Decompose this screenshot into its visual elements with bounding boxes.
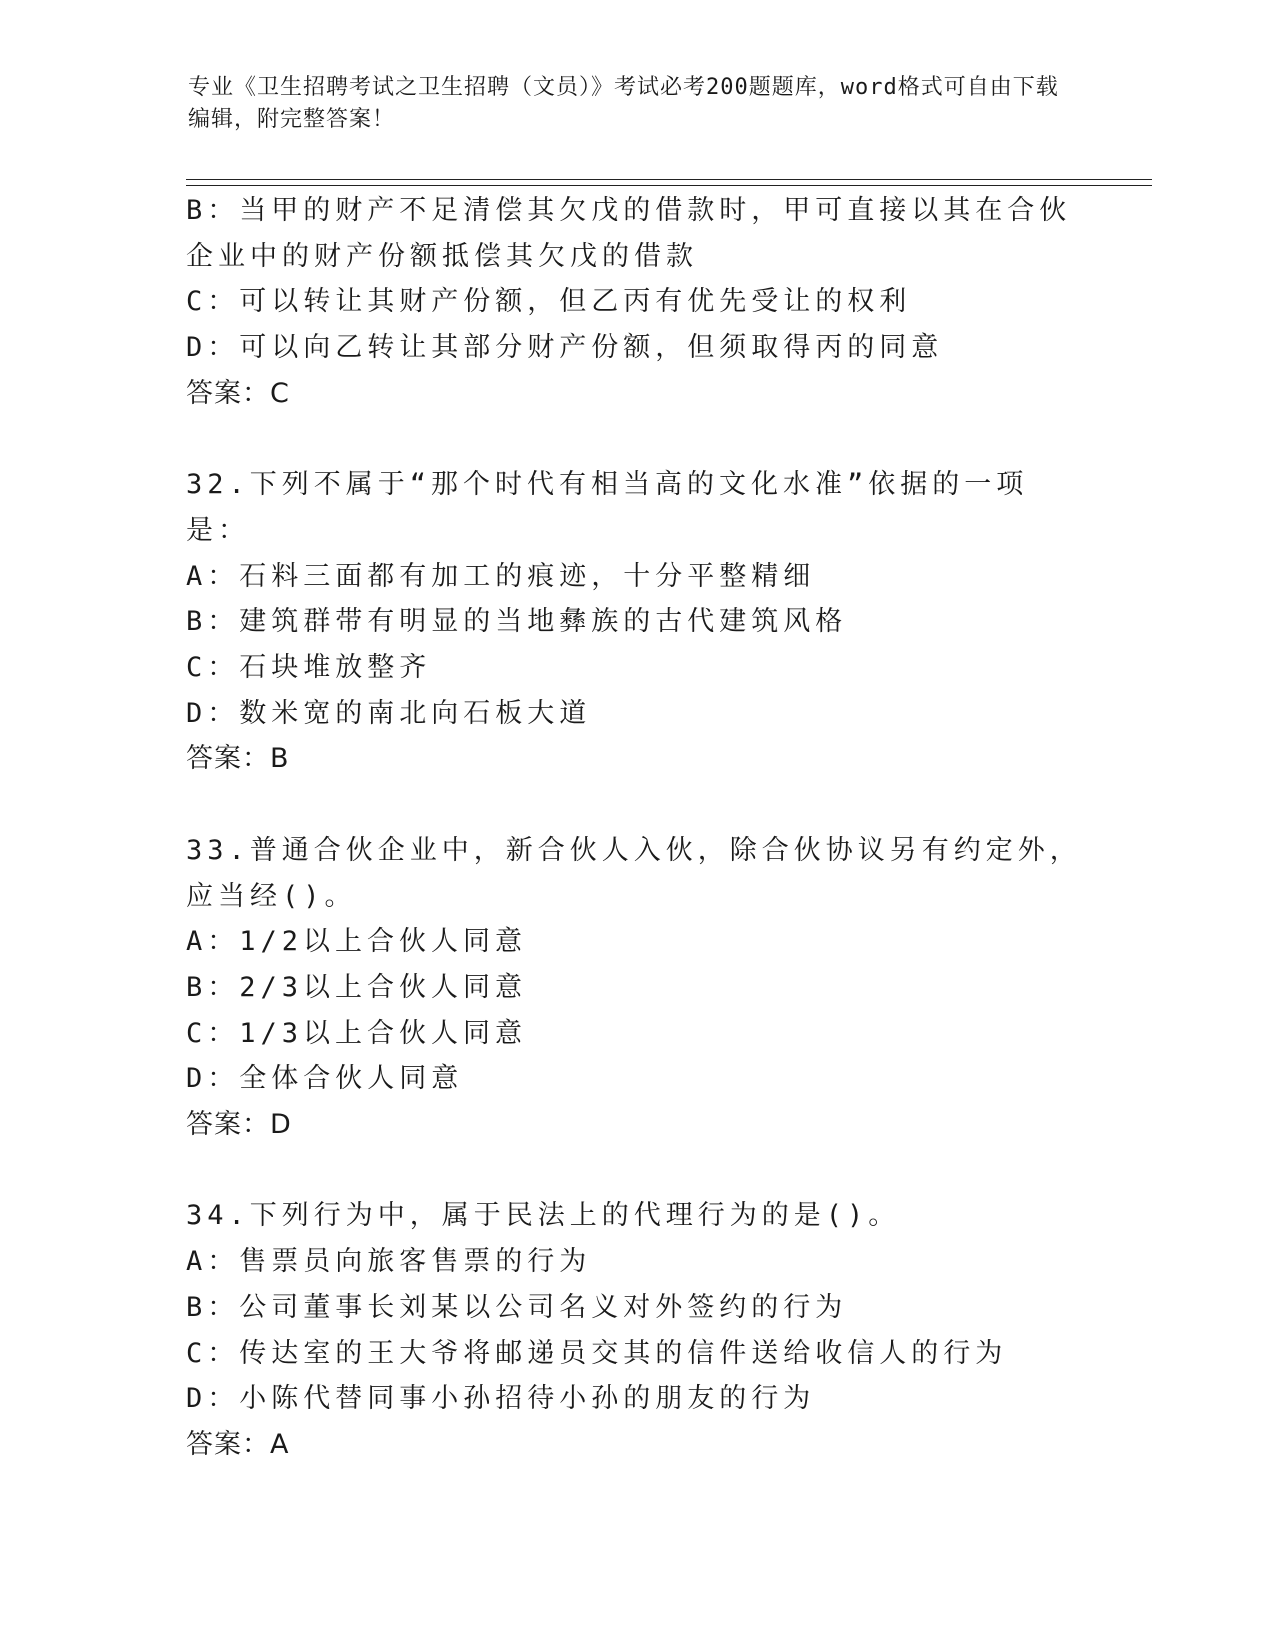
question-text: 32.下列不属于“那个时代有相当高的文化水准”依据的一项是：: [186, 469, 1029, 546]
question-34: [186, 1193, 1086, 1467]
spacer: [186, 417, 1086, 463]
question-31-tail: [186, 188, 1086, 417]
option-c: C：石块堆放整齐: [186, 652, 432, 684]
option-d: D：数米宽的南北向石板大道: [186, 697, 592, 729]
option-d: D：小陈代替同事小孙招待小孙的朋友的行为: [186, 1383, 816, 1415]
document-header: [188, 72, 1068, 136]
option-d: D：可以向乙转让其部分财产份额，但须取得丙的同意: [186, 332, 944, 364]
option-b: B：2/3以上合伙人同意: [186, 971, 528, 1003]
option-a: A：1/2以上合伙人同意: [186, 926, 528, 958]
question-text: 34.下列行为中，属于民法上的代理行为的是()。: [186, 1200, 901, 1232]
option-c: C：可以转让其财产份额，但乙丙有优先受让的权利: [186, 286, 912, 318]
spacer: [186, 1148, 1086, 1194]
answer-line: 答案：B: [186, 743, 290, 775]
question-32: [186, 462, 1086, 782]
spacer: [186, 782, 1086, 828]
header-divider-bottom: [186, 185, 1152, 186]
option-d: D：全体合伙人同意: [186, 1063, 464, 1095]
option-b: B：当甲的财产不足清偿其欠戊的借款时，甲可直接以其在合伙企业中的财产份额抵偿其欠戊的借款: [186, 195, 1072, 272]
question-list: [186, 188, 1086, 1468]
answer-line: 答案：D: [186, 1109, 292, 1141]
answer-line: 答案：A: [186, 1428, 290, 1460]
option-b: B：公司董事长刘某以公司名义对外签约的行为: [186, 1291, 848, 1323]
option-c: C：1/3以上合伙人同意: [186, 1017, 528, 1049]
option-c: C：传达室的王大爷将邮递员交其的信件送给收信人的行为: [186, 1337, 1008, 1369]
answer-line: 答案：C: [186, 377, 290, 409]
option-a: A：售票员向旅客售票的行为: [186, 1246, 592, 1278]
question-33: [186, 828, 1086, 1148]
question-text: 33.普通合伙企业中，新合伙人入伙，除合伙协议另有约定外，应当经()。: [186, 834, 1082, 912]
header-divider-top: [186, 179, 1152, 180]
option-b: B：建筑群带有明显的当地彝族的古代建筑风格: [186, 606, 848, 638]
option-a: A：石料三面都有加工的痕迹，十分平整精细: [186, 560, 816, 592]
header-title: 专业《卫生招聘考试之卫生招聘（文员）》考试必考200题题库，word格式可自由下载编辑，附完整答案！: [188, 75, 1059, 132]
